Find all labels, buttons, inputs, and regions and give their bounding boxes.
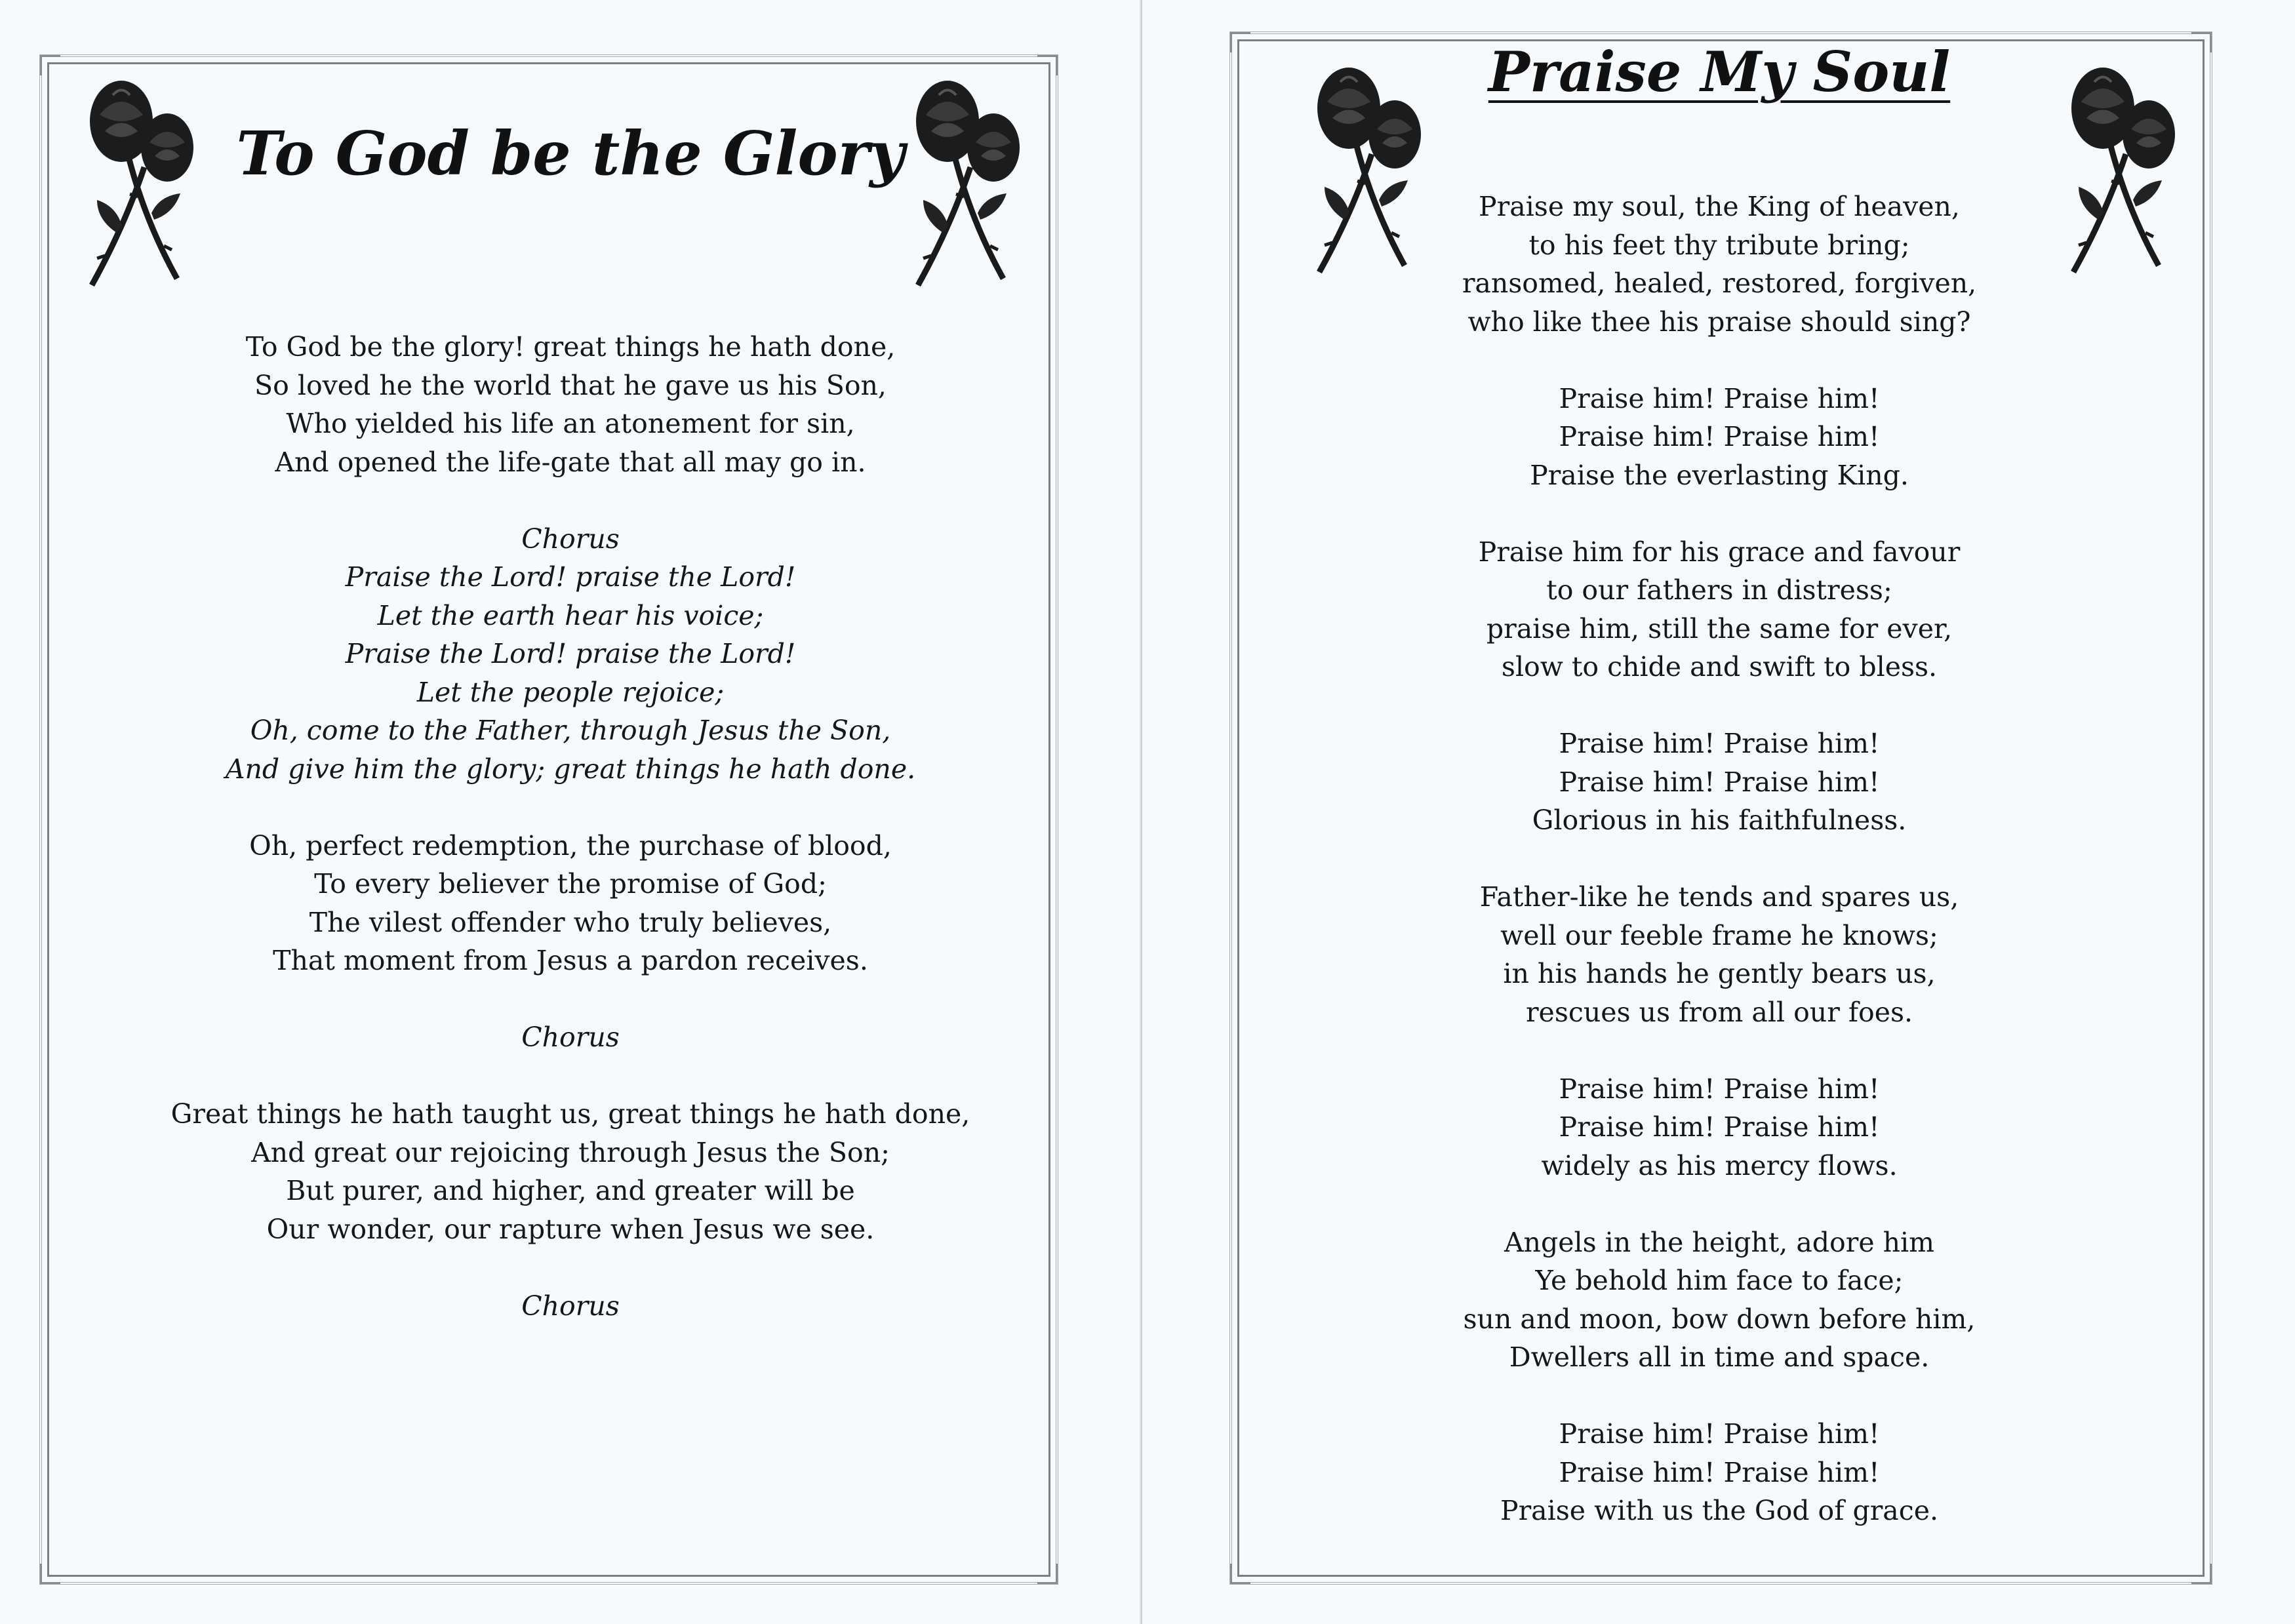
lyric-line: Oh, come to the Father, through Jesus the Son, xyxy=(250,715,891,746)
chorus-heading: Chorus xyxy=(521,1021,620,1053)
hymn-lyrics xyxy=(0,328,1141,1325)
lyric-line: Praise him! Praise him! xyxy=(1559,728,1880,759)
stanza-gap xyxy=(1142,686,2295,725)
right-page xyxy=(1141,0,2295,1624)
lyric-line: Praise him! Praise him! xyxy=(1559,1418,1880,1450)
lyric-line: ransomed, healed, restored, forgiven, xyxy=(1462,267,1977,299)
stanza-gap xyxy=(0,788,1141,827)
lyric-line: Oh, perfect redemption, the purchase of blood, xyxy=(249,829,892,862)
lyric-line: Angels in the height, adore him xyxy=(1504,1226,1935,1258)
lyric-line: Praise him! Praise him! xyxy=(1559,1111,1880,1143)
lyric-line: Praise the Lord! praise the Lord! xyxy=(345,638,796,669)
lyric-line: in his hands he gently bears us, xyxy=(1503,958,1936,989)
lyric-line: Praise the everlasting King. xyxy=(1530,459,1909,491)
lyric-line: And great our rejoicing through Jesus the Son; xyxy=(251,1136,890,1168)
stanza-gap xyxy=(0,1248,1141,1287)
stanza-gap xyxy=(1142,494,2295,533)
lyric-line: Who yielded his life an atonement for sin, xyxy=(286,408,855,439)
lyric-line: Let the people rejoice; xyxy=(416,676,725,708)
lyric-line: Praise him! Praise him! xyxy=(1559,1073,1880,1105)
lyric-line: The vilest offender who truly believes, xyxy=(309,906,832,938)
lyric-line: Praise him! Praise him! xyxy=(1559,421,1880,452)
hymn-title: Praise My Soul xyxy=(1488,39,1951,104)
lyric-line: Praise him for his grace and favour xyxy=(1478,536,1961,568)
left-page xyxy=(0,0,1141,1624)
lyric-line: That moment from Jesus a pardon receives. xyxy=(273,945,868,976)
lyric-line: to his feet thy tribute bring; xyxy=(1528,229,1910,261)
chorus-heading: Chorus xyxy=(521,1290,620,1322)
stanza-gap xyxy=(1142,840,2295,879)
lyric-line: Ye behold him face to face; xyxy=(1535,1265,1904,1296)
lyric-line: sun and moon, bow down before him, xyxy=(1463,1303,1976,1335)
lyric-line: Praise with us the God of grace. xyxy=(1500,1495,1938,1526)
lyric-line: Let the earth hear his voice; xyxy=(377,599,764,631)
hymn-title: To God be the Glory xyxy=(236,118,905,189)
stanza-gap xyxy=(0,980,1141,1019)
hymn-lyrics xyxy=(1142,188,2295,1530)
lyric-line: To every believer the promise of God; xyxy=(314,868,827,900)
lyric-line: And opened the life-gate that all may go in. xyxy=(275,446,866,478)
lyric-line: Glorious in his faithfulness. xyxy=(1532,804,1907,836)
stanza-gap xyxy=(0,1057,1141,1096)
lyric-line: Our wonder, our rapture when Jesus we see. xyxy=(266,1213,875,1245)
lyric-line: Father-like he tends and spares us, xyxy=(1479,881,1959,913)
lyric-line: Dwellers all in time and space. xyxy=(1509,1341,1930,1373)
lyric-line: Praise my soul, the King of heaven, xyxy=(1479,191,1960,222)
lyric-line: who like thee his praise should sing? xyxy=(1467,306,1971,338)
stanza-gap xyxy=(1142,341,2295,380)
lyric-line: To God be the glory! great things he hath done, xyxy=(245,331,896,363)
chorus-heading: Chorus xyxy=(521,523,620,555)
lyric-line: to our fathers in distress; xyxy=(1546,574,1892,606)
lyric-line: widely as his mercy flows. xyxy=(1541,1149,1898,1181)
lyric-line: But purer, and higher, and greater will be xyxy=(286,1175,855,1206)
lyric-line: Praise him! Praise him! xyxy=(1559,766,1880,798)
lyric-line: rescues us from all our foes. xyxy=(1525,996,1913,1028)
lyric-line: Praise him! Praise him! xyxy=(1559,1456,1880,1488)
stanza-gap xyxy=(1142,1377,2295,1416)
lyric-line: Great things he hath taught us, great things he hath done, xyxy=(170,1098,970,1130)
lyric-line: slow to chide and swift to bless. xyxy=(1501,651,1938,683)
lyric-line: So loved he the world that he gave us his Son, xyxy=(254,369,887,401)
lyric-line: praise him, still the same for ever, xyxy=(1486,612,1953,644)
stanza-gap xyxy=(0,481,1141,520)
lyric-line: And give him the glory; great things he hath done. xyxy=(225,753,916,785)
stanza-gap xyxy=(1142,1031,2295,1070)
lyric-line: well our feeble frame he knows; xyxy=(1500,919,1938,951)
lyric-line: Praise him! Praise him! xyxy=(1559,382,1880,414)
stanza-gap xyxy=(1142,1185,2295,1223)
lyric-line: Praise the Lord! praise the Lord! xyxy=(345,561,796,593)
